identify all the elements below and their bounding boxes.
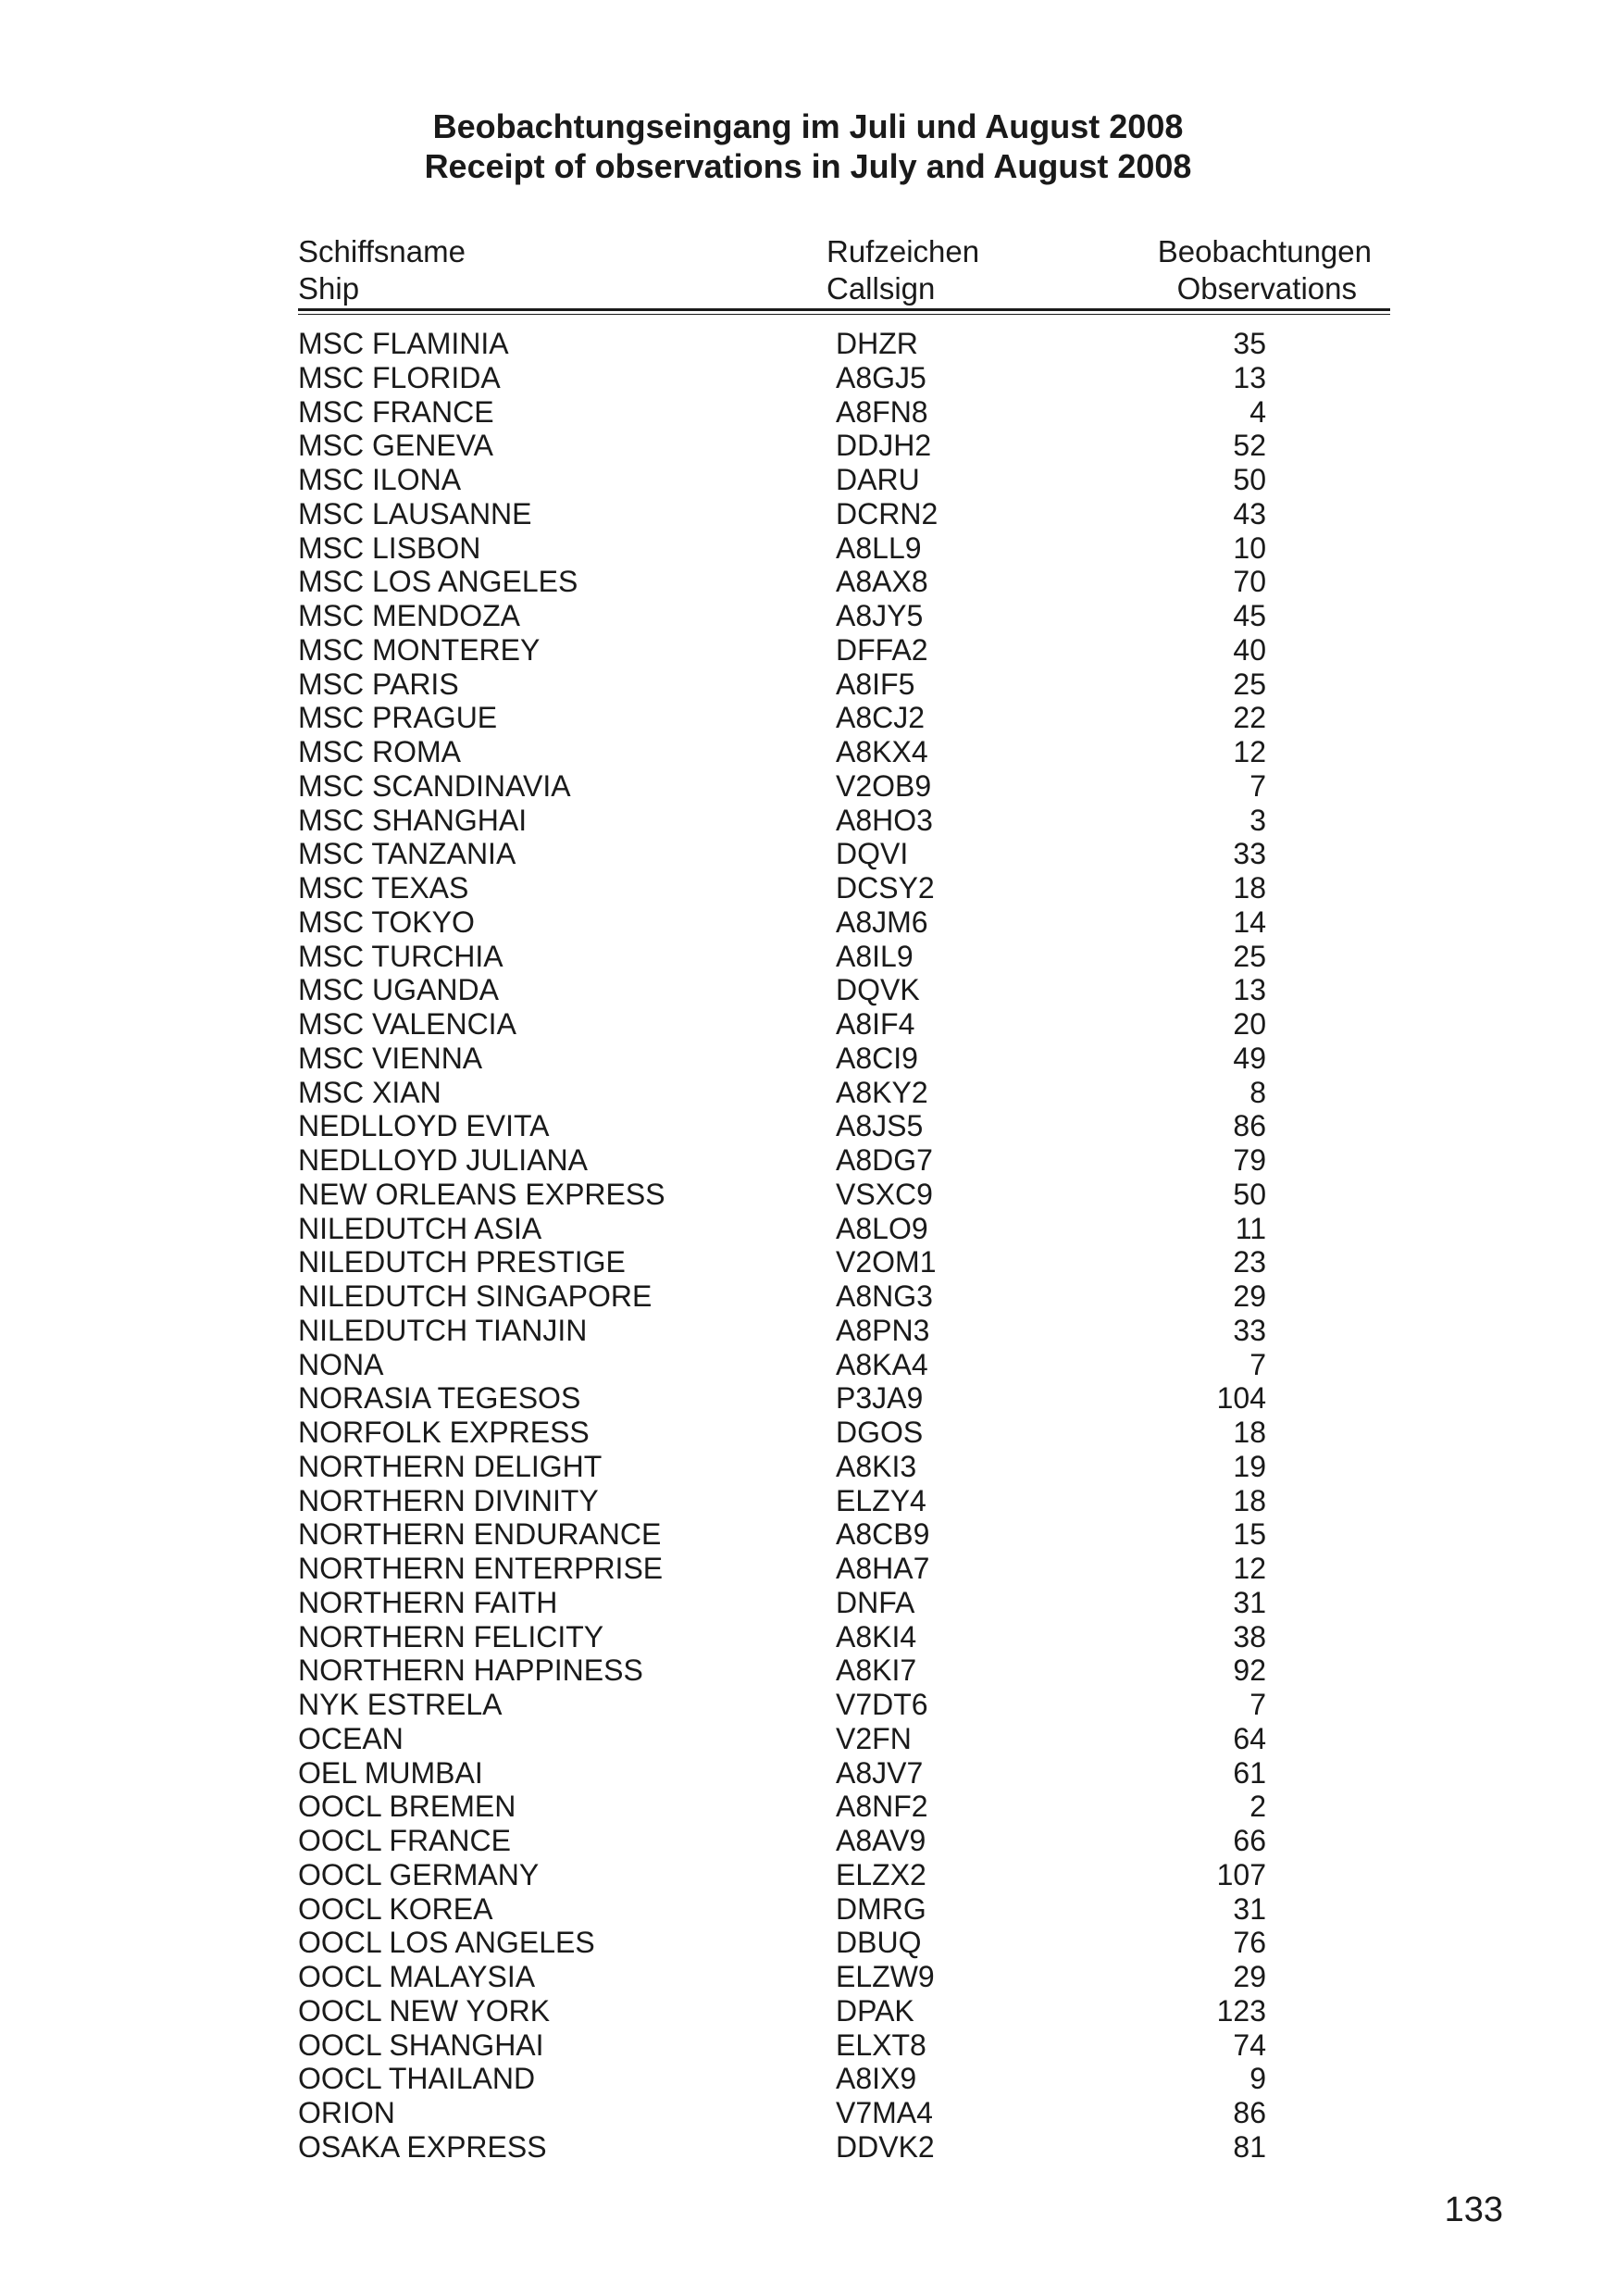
callsign-cell: A8JS5 xyxy=(836,1109,924,1143)
observations-count-cell: 12 xyxy=(1233,1552,1266,1585)
observations-count-cell: 79 xyxy=(1233,1143,1266,1177)
page-title-german: Beobachtungseingang im Juli und August 2008 xyxy=(432,107,1184,145)
observations-count-cell: 25 xyxy=(1233,939,1266,973)
ship-name-cell: NORASIA TEGESOS xyxy=(298,1381,581,1416)
table-row xyxy=(0,1314,1616,1348)
observations-count-cell: 20 xyxy=(1233,1007,1266,1041)
ship-name-cell: ORION xyxy=(298,2096,395,2129)
callsign-cell: DPAK xyxy=(836,1993,914,2028)
table-row xyxy=(0,497,1616,531)
table-row xyxy=(0,463,1616,497)
table-row xyxy=(0,633,1616,668)
callsign-cell: A8IX9 xyxy=(836,2062,917,2096)
table-row xyxy=(0,1688,1616,1722)
table-row xyxy=(0,1858,1616,1892)
ship-name-cell: MSC SHANGHAI xyxy=(298,803,528,837)
observations-count-cell: 81 xyxy=(1233,2129,1266,2164)
callsign-cell: DQVK xyxy=(836,973,920,1007)
column-header-observations-english: Observations xyxy=(1176,271,1357,306)
callsign-cell: V7MA4 xyxy=(836,2096,933,2129)
observations-count-cell: 18 xyxy=(1233,871,1266,905)
observations-count-cell: 104 xyxy=(1216,1381,1266,1416)
ship-name-cell: OOCL FRANCE xyxy=(298,1824,511,1857)
ship-name-cell: NYK ESTRELA xyxy=(298,1688,503,1721)
observations-count-cell: 40 xyxy=(1233,632,1266,667)
table-row xyxy=(0,395,1616,430)
observations-count-cell: 15 xyxy=(1233,1517,1266,1552)
ship-name-cell: MSC LAUSANNE xyxy=(298,496,532,530)
callsign-cell: V2OM1 xyxy=(836,1245,937,1279)
ship-name-cell: MSC VIENNA xyxy=(298,1041,483,1075)
callsign-cell: A8IF5 xyxy=(836,667,915,701)
callsign-cell: DARU xyxy=(836,463,920,496)
header-divider-thin xyxy=(298,314,1390,315)
callsign-cell: A8IL9 xyxy=(836,939,914,973)
table-row xyxy=(0,905,1616,940)
observations-count-cell: 86 xyxy=(1233,1109,1266,1143)
ship-name-cell: OOCL BREMEN xyxy=(298,1790,516,1824)
callsign-cell: DCRN2 xyxy=(836,496,939,530)
callsign-cell: A8LL9 xyxy=(836,530,922,565)
observations-count-cell: 31 xyxy=(1233,1891,1266,1926)
observations-count-cell: 64 xyxy=(1233,1721,1266,1755)
observations-count-cell: 23 xyxy=(1233,1245,1266,1279)
table-row xyxy=(0,1212,1616,1246)
observations-count-cell: 25 xyxy=(1233,667,1266,701)
callsign-cell: A8NF2 xyxy=(836,1790,928,1824)
callsign-cell: DQVI xyxy=(836,837,909,871)
ship-name-cell: MSC PARIS xyxy=(298,667,459,701)
callsign-cell: V7DT6 xyxy=(836,1688,928,1721)
table-row xyxy=(0,1620,1616,1654)
callsign-cell: A8JY5 xyxy=(836,599,924,632)
table-row xyxy=(0,2130,1616,2165)
callsign-cell: P3JA9 xyxy=(836,1381,924,1416)
callsign-cell: VSXC9 xyxy=(836,1177,933,1211)
callsign-cell: A8DG7 xyxy=(836,1143,933,1177)
callsign-cell: ELZY4 xyxy=(836,1483,926,1517)
table-row xyxy=(0,769,1616,804)
observations-count-cell: 11 xyxy=(1235,1211,1266,1245)
callsign-cell: ELZX2 xyxy=(836,1857,926,1891)
table-row xyxy=(0,1450,1616,1484)
table-row xyxy=(0,1824,1616,1858)
callsign-cell: A8IF4 xyxy=(836,1007,915,1041)
ship-name-cell: NORTHERN ENTERPRISE xyxy=(298,1552,664,1585)
ship-name-cell: MSC FLAMINIA xyxy=(298,327,509,360)
ship-name-cell: NEDLLOYD JULIANA xyxy=(298,1143,588,1177)
table-row xyxy=(0,1790,1616,1824)
callsign-cell: A8PN3 xyxy=(836,1313,930,1347)
table-row xyxy=(0,429,1616,463)
observations-count-cell: 22 xyxy=(1233,701,1266,735)
observations-count-cell: 13 xyxy=(1233,360,1266,394)
ship-name-cell: MSC SCANDINAVIA xyxy=(298,768,571,803)
table-row xyxy=(0,531,1616,566)
ship-name-cell: NORFOLK EXPRESS xyxy=(298,1416,590,1449)
ship-name-cell: MSC FLORIDA xyxy=(298,360,501,394)
ship-name-cell: MSC FRANCE xyxy=(298,394,494,429)
table-row xyxy=(0,1484,1616,1518)
table-row xyxy=(0,1926,1616,1960)
table-row xyxy=(0,2096,1616,2130)
ship-name-cell: NILEDUTCH SINGAPORE xyxy=(298,1279,653,1313)
ship-name-cell: MSC TOKYO xyxy=(298,905,475,939)
observations-count-cell: 18 xyxy=(1233,1416,1266,1449)
ship-name-cell: NILEDUTCH TIANJIN xyxy=(298,1313,588,1347)
callsign-cell: A8LO9 xyxy=(836,1211,928,1245)
column-header-ship-english: Ship xyxy=(298,271,360,306)
observations-count-cell: 50 xyxy=(1233,1177,1266,1211)
observations-count-cell: 74 xyxy=(1233,2028,1266,2062)
observations-count-cell: 52 xyxy=(1233,429,1266,463)
observations-count-cell: 19 xyxy=(1233,1449,1266,1483)
observations-count-cell: 7 xyxy=(1249,1688,1266,1721)
ship-name-cell: MSC TANZANIA xyxy=(298,837,516,871)
callsign-cell: A8HA7 xyxy=(836,1552,930,1585)
ship-name-cell: MSC XIAN xyxy=(298,1075,441,1109)
callsign-cell: A8FN8 xyxy=(836,394,928,429)
callsign-cell: A8CB9 xyxy=(836,1517,930,1552)
observations-count-cell: 49 xyxy=(1233,1041,1266,1075)
ship-name-cell: OOCL THAILAND xyxy=(298,2062,536,2096)
observations-count-cell: 92 xyxy=(1233,1653,1266,1688)
callsign-cell: DGOS xyxy=(836,1416,924,1449)
ship-name-cell: OOCL LOS ANGELES xyxy=(298,1926,595,1960)
ship-name-cell: NORTHERN ENDURANCE xyxy=(298,1517,662,1552)
callsign-cell: DBUQ xyxy=(836,1926,922,1960)
callsign-cell: DMRG xyxy=(836,1891,926,1926)
observations-count-cell: 2 xyxy=(1249,1790,1266,1824)
table-row xyxy=(0,1892,1616,1927)
callsign-cell: ELXT8 xyxy=(836,2028,926,2062)
callsign-cell: A8KI7 xyxy=(836,1653,917,1688)
ship-name-cell: MSC LISBON xyxy=(298,530,481,565)
table-row xyxy=(0,327,1616,361)
callsign-cell: DDVK2 xyxy=(836,2129,935,2164)
table-row xyxy=(0,668,1616,702)
ship-name-cell: NORTHERN DELIGHT xyxy=(298,1449,603,1483)
observations-count-cell: 45 xyxy=(1233,599,1266,632)
callsign-cell: ELZW9 xyxy=(836,1960,935,1993)
observations-count-cell: 13 xyxy=(1233,973,1266,1007)
table-row xyxy=(0,1076,1616,1110)
callsign-cell: A8HO3 xyxy=(836,803,933,837)
table-row xyxy=(0,1722,1616,1756)
observations-count-cell: 7 xyxy=(1249,768,1266,803)
callsign-cell: A8KI4 xyxy=(836,1619,917,1653)
observations-count-cell: 9 xyxy=(1249,2062,1266,2096)
observations-count-cell: 33 xyxy=(1233,1313,1266,1347)
ship-name-cell: MSC TEXAS xyxy=(298,871,469,905)
table-row xyxy=(0,2028,1616,2063)
callsign-cell: A8AX8 xyxy=(836,565,928,599)
table-row xyxy=(0,837,1616,871)
callsign-cell: A8CJ2 xyxy=(836,701,926,735)
ship-name-cell: OOCL GERMANY xyxy=(298,1857,540,1891)
ship-name-cell: NEW ORLEANS EXPRESS xyxy=(298,1177,665,1211)
ship-name-cell: NORTHERN FAITH xyxy=(298,1585,558,1619)
column-header-observations-german: Beobachtungen xyxy=(1157,234,1372,268)
table-row xyxy=(0,1517,1616,1552)
table-row xyxy=(0,1279,1616,1314)
callsign-cell: DNFA xyxy=(836,1585,915,1619)
callsign-cell: A8GJ5 xyxy=(836,360,926,394)
ship-name-cell: OEL MUMBAI xyxy=(298,1755,483,1790)
table-row xyxy=(0,701,1616,735)
observations-count-cell: 29 xyxy=(1233,1279,1266,1313)
observations-count-cell: 50 xyxy=(1233,463,1266,496)
column-header-ship-german: Schiffsname xyxy=(298,234,466,268)
table-row xyxy=(0,1042,1616,1076)
observations-count-cell: 43 xyxy=(1233,496,1266,530)
observations-count-cell: 61 xyxy=(1233,1755,1266,1790)
table-row xyxy=(0,973,1616,1007)
table-row xyxy=(0,1381,1616,1416)
observations-count-cell: 66 xyxy=(1233,1824,1266,1857)
ship-name-cell: MSC MENDOZA xyxy=(298,599,520,632)
table-row xyxy=(0,1586,1616,1620)
observations-count-cell: 86 xyxy=(1233,2096,1266,2129)
callsign-cell: V2OB9 xyxy=(836,768,932,803)
observations-count-cell: 123 xyxy=(1216,1993,1266,2028)
ship-name-cell: OOCL SHANGHAI xyxy=(298,2028,544,2062)
ship-name-cell: OOCL MALAYSIA xyxy=(298,1960,536,1993)
callsign-cell: DDJH2 xyxy=(836,429,932,463)
ship-name-cell: MSC ILONA xyxy=(298,463,462,496)
ship-name-cell: MSC UGANDA xyxy=(298,973,499,1007)
callsign-cell: A8JV7 xyxy=(836,1755,924,1790)
table-row xyxy=(0,1178,1616,1212)
table-row xyxy=(0,599,1616,633)
ship-name-cell: MSC ROMA xyxy=(298,735,461,768)
column-header-callsign-german: Rufzeichen xyxy=(827,234,980,268)
ship-name-cell: MSC GENEVA xyxy=(298,429,493,463)
callsign-cell: A8AV9 xyxy=(836,1824,926,1857)
observations-count-cell: 70 xyxy=(1233,565,1266,599)
callsign-cell: DHZR xyxy=(836,327,918,360)
table-row xyxy=(0,804,1616,838)
ship-name-cell: NORTHERN FELICITY xyxy=(298,1619,604,1653)
observations-count-cell: 14 xyxy=(1233,905,1266,939)
callsign-cell: A8KX4 xyxy=(836,735,928,768)
table-row xyxy=(0,1960,1616,1994)
ship-name-cell: MSC TURCHIA xyxy=(298,939,503,973)
table-row xyxy=(0,1143,1616,1178)
ship-name-cell: OCEAN xyxy=(298,1721,404,1755)
observations-count-cell: 35 xyxy=(1233,327,1266,360)
callsign-cell: A8KY2 xyxy=(836,1075,928,1109)
callsign-cell: A8KA4 xyxy=(836,1347,928,1381)
observations-count-cell: 3 xyxy=(1249,803,1266,837)
observations-count-cell: 29 xyxy=(1233,1960,1266,1993)
table-row xyxy=(0,1653,1616,1688)
observations-table-body xyxy=(0,327,1616,2165)
observations-count-cell: 7 xyxy=(1249,1347,1266,1381)
table-row xyxy=(0,1756,1616,1791)
ship-name-cell: NORTHERN DIVINITY xyxy=(298,1483,599,1517)
header-divider-thick xyxy=(298,308,1390,311)
table-row xyxy=(0,1109,1616,1143)
table-row xyxy=(0,1245,1616,1279)
ship-name-cell: OOCL NEW YORK xyxy=(298,1993,551,2028)
page-number: 133 xyxy=(1444,2190,1503,2229)
callsign-cell: A8CI9 xyxy=(836,1041,918,1075)
page-title-english: Receipt of observations in July and August 2008 xyxy=(424,147,1192,185)
observations-count-cell: 12 xyxy=(1233,735,1266,768)
table-row xyxy=(0,1994,1616,2028)
ship-name-cell: MSC PRAGUE xyxy=(298,701,498,735)
table-row xyxy=(0,1552,1616,1586)
ship-name-cell: MSC LOS ANGELES xyxy=(298,565,578,599)
ship-name-cell: MSC MONTEREY xyxy=(298,632,541,667)
callsign-cell: A8JM6 xyxy=(836,905,928,939)
column-header-callsign-english: Callsign xyxy=(827,271,936,306)
observations-count-cell: 10 xyxy=(1233,530,1266,565)
ship-name-cell: NILEDUTCH PRESTIGE xyxy=(298,1245,626,1279)
table-row xyxy=(0,361,1616,395)
table-row xyxy=(0,735,1616,769)
observations-count-cell: 33 xyxy=(1233,837,1266,871)
table-row xyxy=(0,1416,1616,1450)
table-row xyxy=(0,871,1616,905)
table-row xyxy=(0,1007,1616,1042)
table-row xyxy=(0,2062,1616,2096)
ship-name-cell: OSAKA EXPRESS xyxy=(298,2129,547,2164)
observations-count-cell: 8 xyxy=(1249,1075,1266,1109)
callsign-cell: DFFA2 xyxy=(836,632,928,667)
callsign-cell: A8KI3 xyxy=(836,1449,917,1483)
callsign-cell: A8NG3 xyxy=(836,1279,933,1313)
ship-name-cell: NILEDUTCH ASIA xyxy=(298,1211,542,1245)
ship-name-cell: NEDLLOYD EVITA xyxy=(298,1109,550,1143)
ship-name-cell: NORTHERN HAPPINESS xyxy=(298,1653,643,1688)
observations-count-cell: 107 xyxy=(1216,1857,1266,1891)
ship-name-cell: MSC VALENCIA xyxy=(298,1007,516,1041)
observations-count-cell: 4 xyxy=(1249,394,1266,429)
observations-count-cell: 38 xyxy=(1233,1619,1266,1653)
observations-count-cell: 18 xyxy=(1233,1483,1266,1517)
table-row xyxy=(0,940,1616,974)
table-row xyxy=(0,565,1616,599)
ship-name-cell: NONA xyxy=(298,1347,384,1381)
callsign-cell: DCSY2 xyxy=(836,871,935,905)
ship-name-cell: OOCL KOREA xyxy=(298,1891,493,1926)
observations-count-cell: 31 xyxy=(1233,1585,1266,1619)
observations-count-cell: 76 xyxy=(1233,1926,1266,1960)
table-row xyxy=(0,1348,1616,1382)
callsign-cell: V2FN xyxy=(836,1721,912,1755)
